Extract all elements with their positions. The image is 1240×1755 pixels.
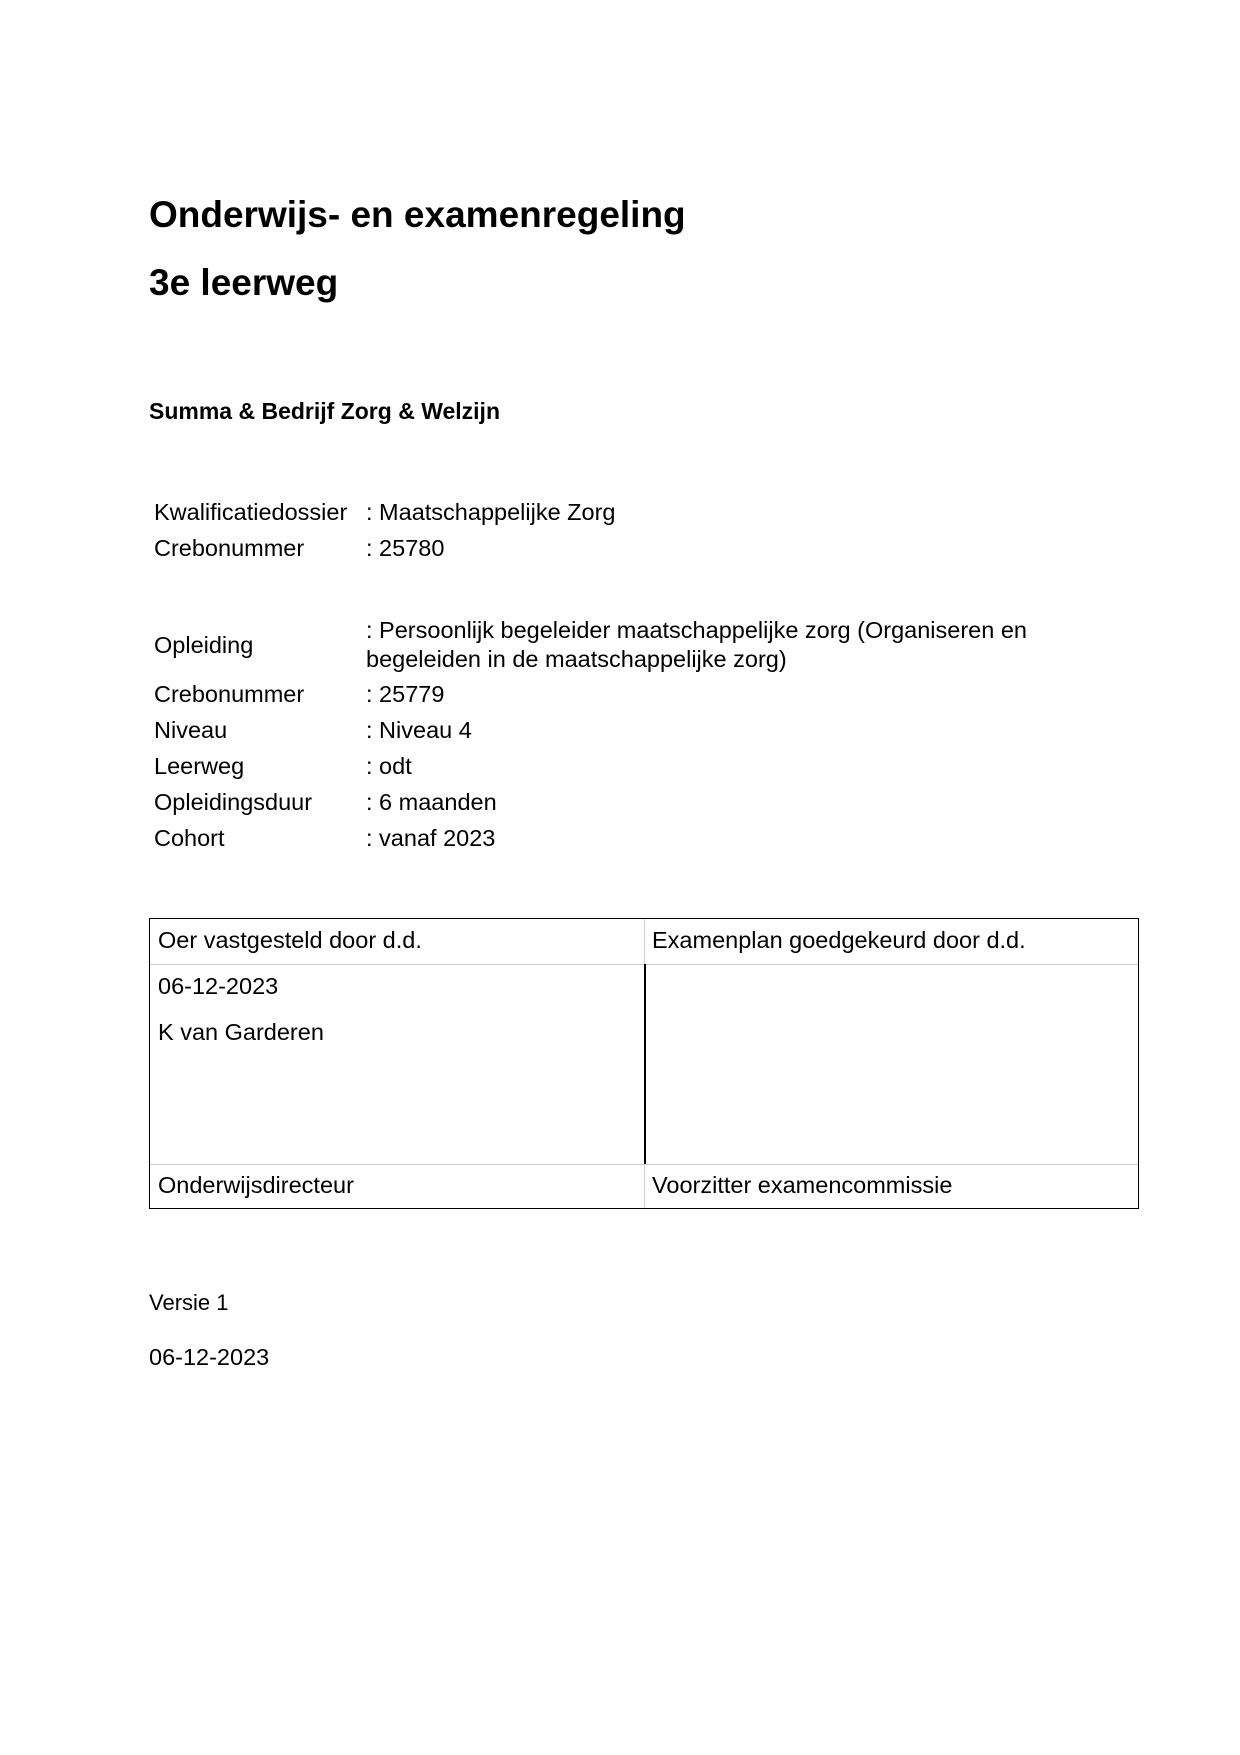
program-crebo-row — [154, 680, 444, 709]
qualification-dossier-label: Kwalificatiedossier — [154, 499, 348, 525]
niveau-label: Niveau — [154, 717, 228, 743]
oer-date: 06-12-2023 — [158, 973, 279, 999]
cohort-value: : vanaf 2023 — [366, 825, 496, 851]
niveau-value: : Niveau 4 — [366, 717, 472, 743]
niveau-row — [154, 716, 472, 745]
signature-left-column — [150, 919, 644, 1208]
oer-header: Oer vastgesteld door d.d. — [158, 927, 422, 953]
leerweg-row — [154, 752, 412, 781]
qualification-crebo-label: Crebonummer — [154, 535, 305, 561]
qualification-dossier-row — [154, 498, 615, 527]
cohort-label: Cohort — [154, 825, 225, 851]
organization-name: Summa & Bedrijf Zorg & Welzijn — [149, 398, 500, 424]
program-crebo-label: Crebonummer — [154, 681, 305, 707]
examenplan-signer-role: Voorzitter examencommissie — [652, 1172, 953, 1198]
oer-signer-name: K van Garderen — [158, 1019, 324, 1045]
document-title: Onderwijs- en examenregeling — [149, 194, 686, 235]
opleiding-label: Opleiding — [154, 631, 254, 658]
document-subtitle: 3e leerweg — [149, 262, 339, 303]
examenplan-header: Examenplan goedgekeurd door d.d. — [652, 927, 1026, 953]
opleidingsduur-row — [154, 788, 497, 817]
version-label: Versie 1 — [149, 1290, 229, 1315]
leerweg-value: : odt — [366, 753, 412, 779]
qualification-dossier-value: : Maatschappelijke Zorg — [366, 499, 616, 525]
signature-table — [149, 918, 1139, 1209]
version-date: 06-12-2023 — [149, 1344, 270, 1370]
opleidingsduur-label: Opleidingsduur — [154, 789, 313, 815]
program-crebo-value: : 25779 — [366, 681, 445, 707]
cohort-row — [154, 824, 495, 853]
qualification-crebo-row — [154, 534, 444, 563]
oer-signer-role: Onderwijsdirecteur — [158, 1172, 354, 1198]
leerweg-label: Leerweg — [154, 753, 245, 779]
opleiding-row — [154, 616, 1096, 674]
opleidingsduur-value: : 6 maanden — [366, 789, 497, 815]
qualification-crebo-value: : 25780 — [366, 535, 445, 561]
opleiding-value: : Persoonlijk begeleider maatschappelijke zorg (Organiseren en begeleiden in de maatschappelijke zorg) — [366, 617, 1027, 672]
signature-right-column — [644, 919, 1138, 1208]
